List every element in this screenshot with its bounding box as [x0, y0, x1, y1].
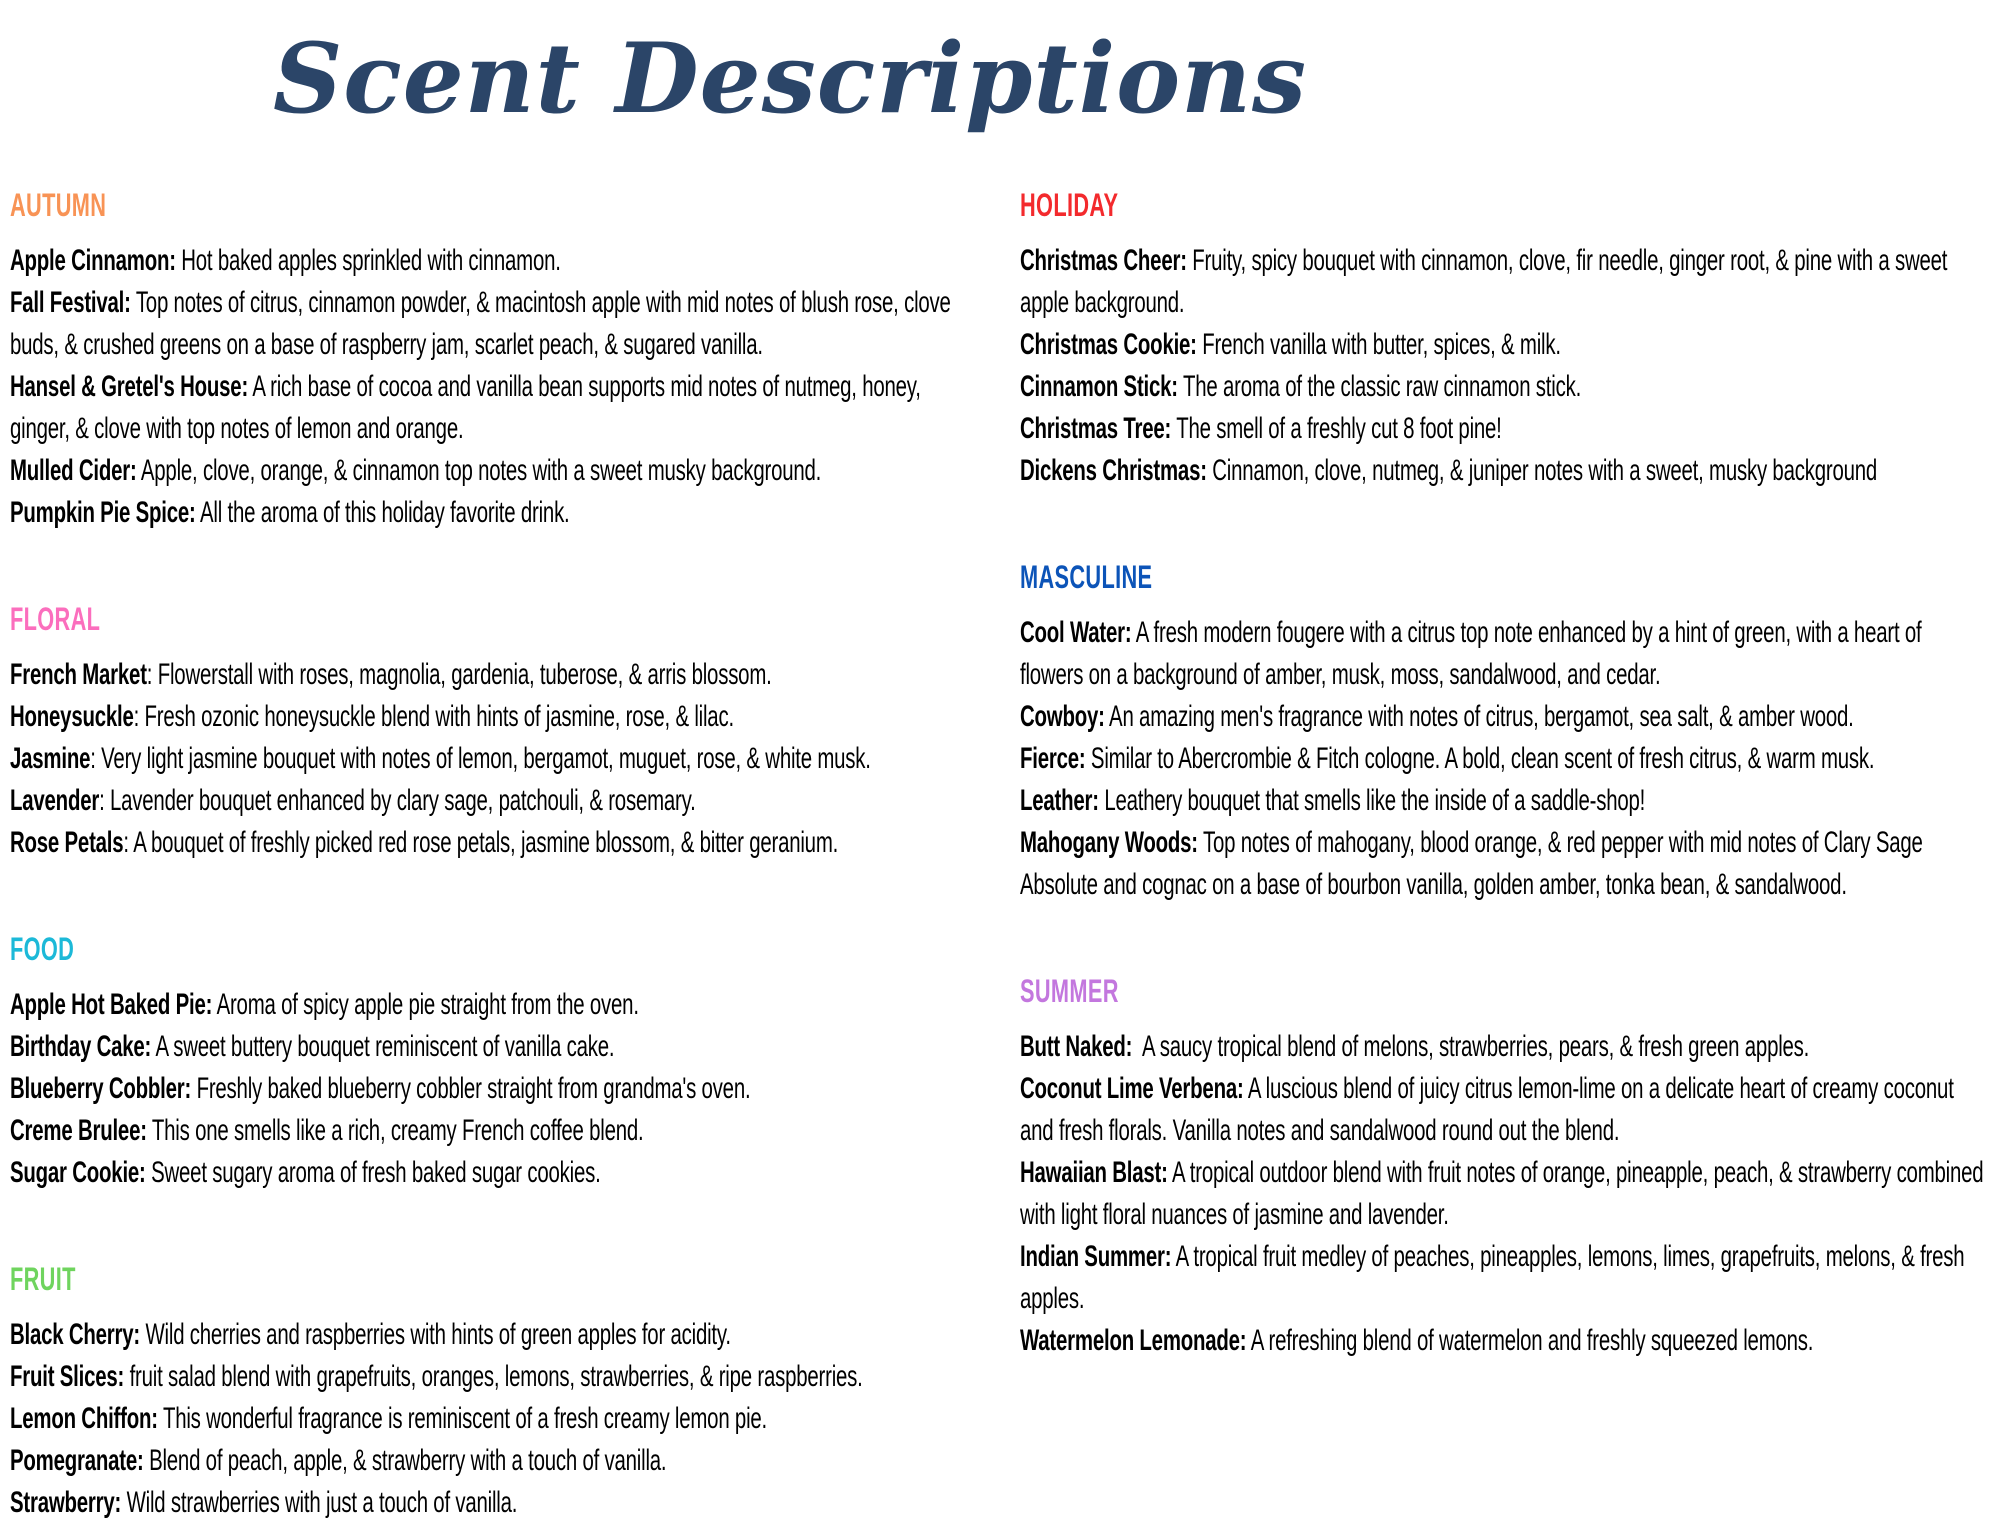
- scent-item: [10, 492, 976, 534]
- scent-name: Strawberry:: [10, 1486, 122, 1519]
- section-heading: HOLIDAY: [1020, 187, 1119, 223]
- scent-item: [1020, 240, 1986, 324]
- scent-name: Pomegranate:: [10, 1444, 144, 1477]
- scent-section: [10, 184, 976, 534]
- scent-name: Creme Brulee:: [10, 1114, 147, 1147]
- scent-item: [10, 1314, 976, 1356]
- scent-name: Leather:: [1020, 784, 1099, 817]
- title-area: [0, 0, 1580, 144]
- scent-description: : Very light jasmine bouquet with notes of lemon, bergamot, muguet, rose, & white musk.: [90, 742, 871, 775]
- scent-description: An amazing men's fragrance with notes of citrus, bergamot, sea salt, & amber wood.: [1104, 700, 1854, 733]
- scent-description: Similar to Abercrombie & Fitch cologne. A bold, clean scent of fresh citrus, & warm musk.: [1085, 742, 1875, 775]
- scent-description: A luscious blend of juicy citrus lemon-lime on a delicate heart of creamy coconut and fresh florals. Vanilla notes and sandalwood round out the blend.: [1020, 1072, 1960, 1147]
- scent-name: French Market: [10, 658, 147, 691]
- scent-name: Blueberry Cobbler:: [10, 1072, 192, 1105]
- scent-description: Top notes of citrus, cinnamon powder, & macintosh apple with mid notes of blush rose, clove buds, & crushed greens on a base of raspberry jam, scarlet peach, & sugared vanilla.: [10, 286, 957, 361]
- scent-name: Apple Hot Baked Pie:: [10, 988, 213, 1021]
- scent-name: Hansel & Gretel's House:: [10, 370, 249, 403]
- left-column: [10, 184, 976, 1524]
- section-heading: AUTUMN: [10, 187, 107, 223]
- scent-description: : A bouquet of freshly picked red rose petals, jasmine blossom, & bitter geranium.: [123, 826, 839, 859]
- scent-description: Leathery bouquet that smells like the inside of a saddle-shop!: [1098, 784, 1646, 817]
- scent-description: This one smells like a rich, creamy French coffee blend.: [146, 1114, 644, 1147]
- scent-description: A refreshing blend of watermelon and freshly squeezed lemons.: [1246, 1324, 1814, 1357]
- scent-item: [1020, 408, 1986, 450]
- left-column-content: [10, 184, 976, 1524]
- scent-section: [10, 928, 976, 1194]
- section-heading: FRUIT: [10, 1261, 76, 1297]
- scent-item: [10, 1356, 976, 1398]
- scent-item: [10, 780, 976, 822]
- scent-description: This wonderful fragrance is reminiscent of a fresh creamy lemon pie.: [157, 1402, 767, 1435]
- scent-section: [1020, 556, 1986, 906]
- scent-item: [1020, 366, 1986, 408]
- scent-item: [1020, 822, 1986, 906]
- scent-name: Birthday Cake:: [10, 1030, 152, 1063]
- scent-description: Apple, clove, orange, & cinnamon top notes with a sweet musky background.: [136, 454, 822, 487]
- scent-name: Fall Festival:: [10, 286, 131, 319]
- scent-item: [10, 1482, 976, 1524]
- scent-item: [1020, 612, 1986, 696]
- scent-item: [1020, 1026, 1986, 1068]
- scent-name: Mahogany Woods:: [1020, 826, 1198, 859]
- scent-item: [1020, 1236, 1986, 1320]
- scent-description: Freshly baked blueberry cobbler straight from grandma's oven.: [191, 1072, 751, 1105]
- scent-name: Mulled Cider:: [10, 454, 137, 487]
- scent-item: [1020, 738, 1986, 780]
- scent-description: A rich base of cocoa and vanilla bean supports mid notes of nutmeg, honey, ginger, & clove with top notes of lemon and orange.: [10, 370, 927, 445]
- scent-item: [10, 738, 976, 780]
- two-column-layout: [0, 184, 2000, 1524]
- scent-description: fruit salad blend with grapefruits, oranges, lemons, strawberries, & ripe raspberries.: [124, 1360, 863, 1393]
- scent-section: [10, 598, 976, 864]
- scent-description: A saucy tropical blend of melons, strawberries, pears, & fresh green apples.: [1132, 1030, 1810, 1063]
- scent-name: Dickens Christmas:: [1020, 454, 1207, 487]
- scent-item: [1020, 780, 1986, 822]
- section-heading: SUMMER: [1020, 973, 1119, 1009]
- scent-section: [1020, 970, 1989, 1362]
- scent-description: Blend of peach, apple, & strawberry with a touch of vanilla.: [143, 1444, 667, 1477]
- scent-item: [10, 1110, 976, 1152]
- scent-item: [10, 1068, 976, 1110]
- scent-name: Rose Petals: [10, 826, 124, 859]
- scent-section: [1020, 184, 1986, 492]
- scent-name: Indian Summer:: [1020, 1240, 1172, 1273]
- scent-item: [10, 654, 976, 696]
- section-heading: FLORAL: [10, 601, 101, 637]
- scent-item: [10, 984, 976, 1026]
- scent-name: Cowboy:: [1020, 700, 1105, 733]
- scent-description: Fruity, spicy bouquet with cinnamon, clove, fir needle, ginger root, & pine with a sweet apple background.: [1020, 244, 1953, 319]
- right-column: [1020, 184, 1989, 1524]
- scent-name: Watermelon Lemonade:: [1020, 1324, 1247, 1357]
- scent-item: [10, 1398, 976, 1440]
- scent-description: Cinnamon, clove, nutmeg, & juniper notes with a sweet, musky background: [1206, 454, 1878, 487]
- scent-name: Lemon Chiffon:: [10, 1402, 158, 1435]
- scent-description: French vanilla with butter, spices, & milk.: [1196, 328, 1561, 361]
- scent-description: Top notes of mahogany, blood orange, & red pepper with mid notes of Clary Sage Absolute and cognac on a base of bourbon vanilla, golden amber, tonka bean, & sandalwood.: [1020, 826, 1928, 901]
- scent-description: Aroma of spicy apple pie straight from the oven.: [212, 988, 639, 1021]
- scent-description: : Fresh ozonic honeysuckle blend with hints of jasmine, rose, & lilac.: [133, 700, 734, 733]
- scent-item: [1020, 1068, 1986, 1152]
- scent-name: Christmas Cheer:: [1020, 244, 1187, 277]
- scent-name: Pumpkin Pie Spice:: [10, 496, 196, 529]
- scent-item: [1020, 1152, 1989, 1236]
- scent-name: Cinnamon Stick:: [1020, 370, 1178, 403]
- scent-item: [10, 1026, 976, 1068]
- scent-description: The smell of a freshly cut 8 foot pine!: [1171, 412, 1502, 445]
- scent-name: Christmas Tree:: [1020, 412, 1172, 445]
- scent-item: [10, 1152, 976, 1194]
- scent-item: [10, 282, 976, 366]
- scent-item: [10, 696, 976, 738]
- scent-description: A fresh modern fougere with a citrus top note enhanced by a hint of green, with a heart of flowers on a background of amber, musk, moss, sandalwood, and cedar.: [1020, 616, 1927, 691]
- scent-description: : Flowerstall with roses, magnolia, gardenia, tuberose, & arris blossom.: [146, 658, 772, 691]
- scent-item: [10, 822, 976, 864]
- scent-description: Wild strawberries with just a touch of vanilla.: [121, 1486, 518, 1519]
- page-title: Scent Descriptions: [272, 22, 1308, 135]
- scent-description: A sweet buttery bouquet reminiscent of vanilla cake.: [151, 1030, 615, 1063]
- section-heading: FOOD: [10, 931, 75, 967]
- scent-description: A tropical fruit medley of peaches, pineapples, lemons, limes, grapefruits, melons, & fresh apples.: [1020, 1240, 1970, 1315]
- scent-name: Black Cherry:: [10, 1318, 141, 1351]
- scent-item: [10, 1440, 976, 1482]
- right-column-content: [1020, 184, 1989, 1362]
- scent-item: [1020, 324, 1986, 366]
- scent-name: Hawaiian Blast:: [1020, 1156, 1168, 1189]
- scent-description: Hot baked apples sprinkled with cinnamon.: [175, 244, 561, 277]
- scent-name: Cool Water:: [1020, 616, 1132, 649]
- scent-description: The aroma of the classic raw cinnamon stick.: [1177, 370, 1582, 403]
- scent-name: Jasmine: [10, 742, 91, 775]
- scent-name: Fierce:: [1020, 742, 1086, 775]
- scent-section: [10, 1258, 976, 1524]
- scent-description: Sweet sugary aroma of fresh baked sugar cookies.: [145, 1156, 601, 1189]
- scent-name: Sugar Cookie:: [10, 1156, 146, 1189]
- section-heading: MASCULINE: [1020, 559, 1153, 595]
- scent-name: Honeysuckle: [10, 700, 134, 733]
- scent-item: [1020, 450, 1986, 492]
- scent-item: [1020, 1320, 1986, 1362]
- scent-item: [10, 240, 976, 282]
- scent-name: Christmas Cookie:: [1020, 328, 1197, 361]
- scent-item: [10, 366, 976, 450]
- scent-name: Butt Naked:: [1020, 1030, 1133, 1063]
- scent-name: Lavender: [10, 784, 100, 817]
- scent-description: : Lavender bouquet enhanced by clary sage, patchouli, & rosemary.: [99, 784, 696, 817]
- scent-name: Fruit Slices:: [10, 1360, 125, 1393]
- scent-description: Wild cherries and raspberries with hints of green apples for acidity.: [140, 1318, 731, 1351]
- scent-item: [1020, 696, 1986, 738]
- scent-description: All the aroma of this holiday favorite drink.: [195, 496, 570, 529]
- scent-description: A tropical outdoor blend with fruit notes of orange, pineapple, peach, & strawberry combined with light floral nuances of jasmine and lavender.: [1020, 1156, 1989, 1231]
- scent-name: Coconut Lime Verbena:: [1020, 1072, 1244, 1105]
- scent-item: [10, 450, 976, 492]
- scent-name: Apple Cinnamon:: [10, 244, 176, 277]
